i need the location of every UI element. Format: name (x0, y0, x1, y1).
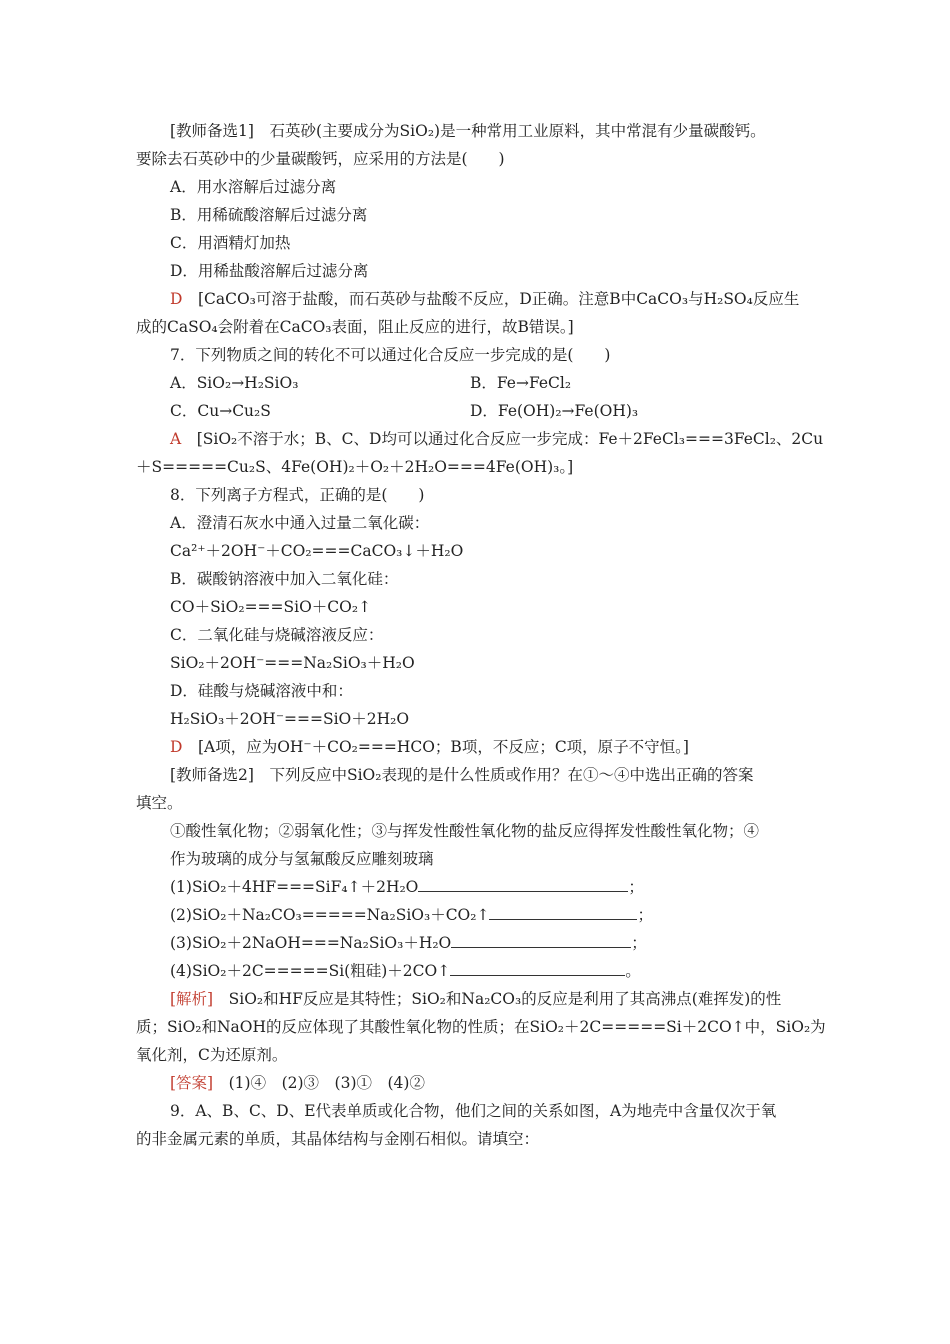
analysis-line2: 质；SiO₂和NaOH的反应体现了其酸性氧化物的性质；在SiO₂＋2C=====Si＋2CO↑中，SiO₂为 (136, 1018, 826, 1036)
reaction-1: (1)SiO₂＋4HF===SiF₄↑＋2H₂O (170, 878, 419, 896)
reaction-2: (2)SiO₂＋Na₂CO₃=====Na₂SiO₃＋CO₂↑ (170, 906, 490, 924)
q8-equation-b: CO＋SiO₂===SiO＋CO₂↑ (170, 598, 372, 616)
teacher-option-1-question: 石英砂(主要成分为SiO₂)是一种常用工业原料，其中常混有少量碳酸钙。 (269, 122, 766, 140)
explanation-text: [CaCO₃可溶于盐酸，而石英砂与盐酸不反应，D正确。注意B中CaCO₃与H₂SO₄反应生 (197, 290, 800, 308)
answer-letter: D (170, 290, 183, 308)
fill-item-4 (170, 961, 641, 981)
explanation-text: [SiO₂不溶于水；B、C、D均可以通过化合反应一步完成：Fe＋2FeCl₃===3FeCl₂、2Cu (196, 430, 824, 448)
teacher-option-2-line1 (170, 765, 753, 785)
option-a: A．用水溶解后过滤分离 (170, 178, 337, 196)
reaction-3: (3)SiO₂＋2NaOH===Na₂SiO₃＋H₂O (170, 934, 452, 952)
q8-option-d: D．硅酸与烧碱溶液中和： (170, 682, 353, 700)
reaction-4: (4)SiO₂＋2C=====Si(粗硅)＋2CO↑ (170, 962, 451, 980)
answer-text: (1)④ (2)③ (3)① (4)② (228, 1074, 425, 1092)
q8-equation-a: Ca²⁺＋2OH⁻＋CO₂===CaCO₃↓＋H₂O (170, 542, 464, 560)
option-b: B．用稀硫酸溶解后过滤分离 (170, 206, 368, 224)
explanation-continued: 成的CaSO₄会附着在CaCO₃表面，阻止反应的进行，故B错误。] (136, 318, 574, 336)
answer-explanation-1 (170, 289, 799, 309)
teacher-option-2-question: 下列反应中SiO₂表现的是什么性质或作用？在①～④中选出正确的答案 (269, 766, 754, 784)
question-8-stem: 8．下列离子方程式，正确的是( ) (170, 486, 425, 504)
q7-option-c: C．Cu→Cu₂S (170, 402, 271, 420)
answer-letter: D (170, 738, 183, 756)
analysis-label: [解析] (170, 990, 214, 1008)
punct: 。 (625, 962, 641, 980)
punct: ； (637, 906, 653, 924)
q8-equation-d: H₂SiO₃＋2OH⁻===SiO＋2H₂O (170, 710, 410, 728)
fill-item-2 (170, 905, 653, 925)
punct: ； (631, 934, 647, 952)
q8-option-b: B．碳酸钠溶液中加入二氧化硅： (170, 570, 399, 588)
teacher-option-1-line2: 要除去石英砂中的少量碳酸钙，应采用的方法是( ) (136, 150, 505, 168)
explanation-text: [A项，应为OH⁻＋CO₂===HCO；B项，不反应；C项，原子不守恒。] (197, 738, 689, 756)
answer-blank-1[interactable] (418, 877, 628, 892)
q7-option-d: D．Fe(OH)₂→Fe(OH)₃ (470, 402, 639, 420)
choices-line2: 作为玻璃的成分与氢氟酸反应雕刻玻璃 (170, 850, 434, 868)
fill-item-1 (170, 877, 644, 897)
answer-label: [答案] (170, 1074, 214, 1092)
answer-line (170, 1073, 425, 1093)
teacher-option-2-line2: 填空。 (136, 794, 183, 812)
q8-option-a: A．澄清石灰水中通入过量二氧化碳： (170, 514, 430, 532)
teacher-option-1-label: [教师备选1] (170, 122, 254, 140)
q8-equation-c: SiO₂＋2OH⁻===Na₂SiO₃＋H₂O (170, 654, 415, 672)
answer-letter: A (170, 430, 182, 448)
q7-option-b: B．Fe→FeCl₂ (470, 374, 572, 392)
question-9-line2: 的非金属元素的单质，其晶体结构与金刚石相似。请填空： (136, 1130, 540, 1148)
answer-blank-2[interactable] (489, 905, 637, 920)
question-7-stem: 7．下列物质之间的转化不可以通过化合反应一步完成的是( ) (170, 346, 611, 364)
q7-explanation-continued: ＋S=====Cu₂S、4Fe(OH)₂＋O₂＋2H₂O===4Fe(OH)₃。] (136, 458, 574, 476)
teacher-option-2-label: [教师备选2] (170, 766, 254, 784)
teacher-option-1-line1 (170, 121, 766, 141)
punct: ； (628, 878, 644, 896)
q7-answer (170, 429, 823, 449)
q7-option-a: A．SiO₂→H₂SiO₃ (170, 374, 299, 392)
answer-blank-4[interactable] (450, 961, 625, 976)
analysis-text: SiO₂和HF反应是其特性；SiO₂和Na₂CO₃的反应是利用了其高沸点(难挥发)的性 (228, 990, 782, 1008)
fill-item-3 (170, 933, 647, 953)
q8-option-c: C．二氧化硅与烧碱溶液反应： (170, 626, 384, 644)
option-d: D．用稀盐酸溶解后过滤分离 (170, 262, 369, 280)
analysis-line3: 氧化剂，C为还原剂。 (136, 1046, 288, 1064)
analysis-line1 (170, 989, 781, 1009)
q8-answer (170, 737, 689, 757)
option-c: C．用酒精灯加热 (170, 234, 291, 252)
choices-line1: ①酸性氧化物；②弱氧化性；③与挥发性酸性氧化物的盐反应得挥发性酸性氧化物；④ (170, 822, 760, 840)
question-9-line1: 9．A、B、C、D、E代表单质或化合物，他们之间的关系如图，A为地壳中含量仅次于氧 (170, 1102, 777, 1120)
answer-blank-3[interactable] (451, 933, 631, 948)
